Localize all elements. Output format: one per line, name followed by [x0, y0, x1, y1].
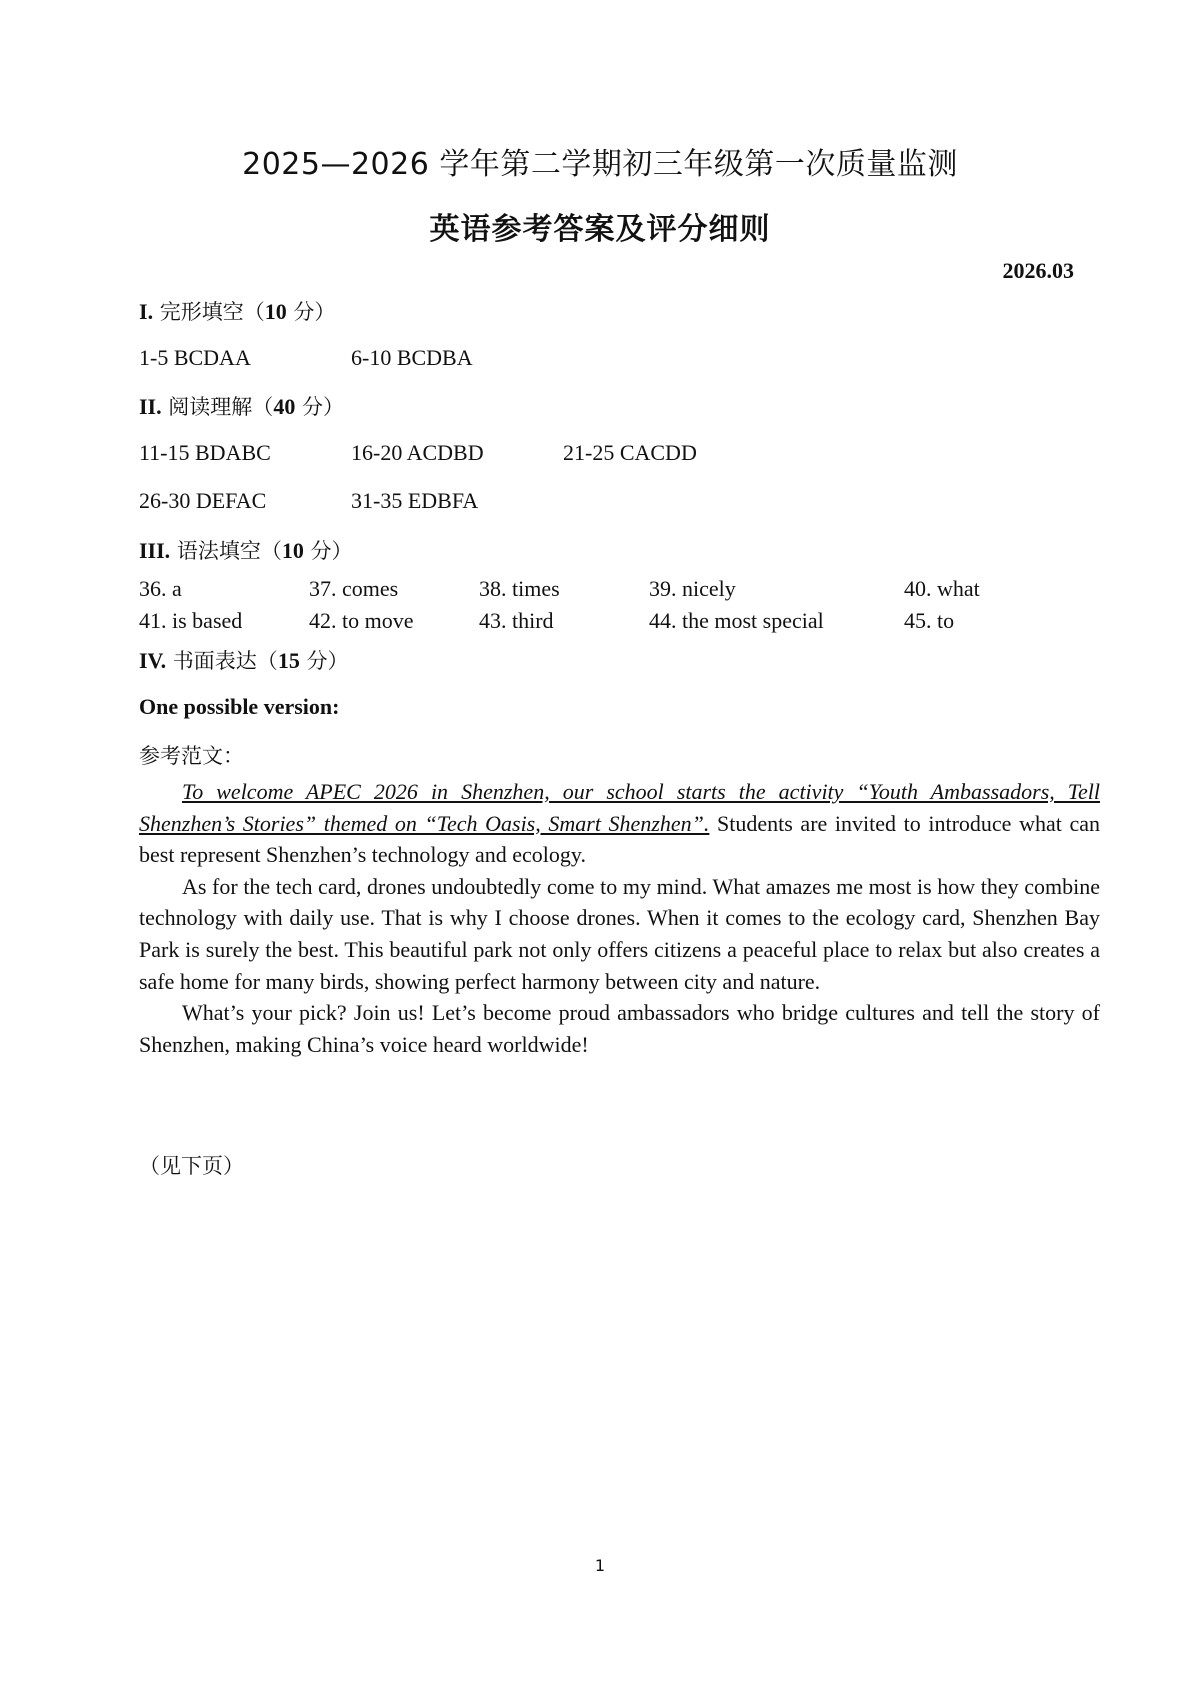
answer-group: 31-35 EDBFA	[351, 488, 479, 513]
page-title: 2025—2026 学年第二学期初三年级第一次质量监测	[242, 147, 958, 182]
section-4-title: 书面表达（	[166, 649, 278, 673]
section-1-title: 完形填空（	[153, 300, 265, 324]
section-4-heading	[139, 645, 349, 675]
section-1-unit: 分）	[286, 300, 336, 324]
page-subtitle: 英语参考答案及评分细则	[429, 212, 771, 247]
essay-paragraph-2: As for the tech card, drones undoubtedly come to my mind. What amazes me most is how they combine technology with daily use. That is why I choose drones. When it comes to the ecology card, Shenzhen Bay Park is surely the best. This beautiful park not only offers citizens a peaceful place to relax but also creates a safe home for many birds, showing perfect harmony between city and nature.	[139, 873, 1100, 994]
essay-intro-underlined: To welcome APEC 2026 in Shenzhen, our school starts the activity “Youth Ambassadors, Tell Shenzhen’s Stories” themed on “Tech Oasis, Smart Shenzhen”.	[139, 779, 1100, 836]
answer-item: 39. nicely	[649, 576, 736, 601]
essay-paragraph-3: What’s your pick? Join us! Let’s become proud ambassadors who bridge cultures and tell the story of Shenzhen, making China’s voice heard worldwide!	[139, 1000, 1100, 1057]
answer-group: 11-15 BDABC	[139, 440, 271, 465]
answer-item: 38. times	[479, 576, 560, 601]
sample-essay-label: 参考范文：	[139, 744, 244, 768]
section-2-unit: 分）	[295, 395, 344, 419]
answer-item: 40. what	[904, 576, 980, 601]
essay-intro-rest: Students are invited to introduce what can best represent Shenzhen’s technology and ecology.	[139, 810, 1100, 868]
answer-item: 37. comes	[309, 576, 399, 601]
answer-group: 1-5 BCDAA	[139, 345, 251, 370]
answer-item: 42. to move	[309, 608, 414, 633]
sample-essay	[139, 776, 1100, 1060]
answer-item: 43. third	[479, 608, 554, 633]
section-2-title: 阅读理解（	[161, 395, 274, 419]
section-4-points: 15	[277, 648, 300, 673]
section-3-points: 10	[281, 538, 304, 563]
answer-group: 26-30 DEFAC	[139, 488, 267, 513]
section-2-points: 40	[273, 394, 296, 419]
answer-group: 21-25 CACDD	[563, 440, 697, 465]
answer-item: 45. to	[904, 608, 955, 633]
answer-item: 41. is based	[139, 608, 243, 633]
answer-item: 36. a	[139, 576, 182, 601]
section-4-numeral: IV.	[139, 648, 167, 673]
section-2-heading	[139, 391, 344, 421]
section-3-numeral: III.	[139, 538, 171, 563]
answer-group: 6-10 BCDBA	[351, 345, 473, 370]
section-1-points: 10	[264, 299, 287, 324]
section-3-heading	[139, 535, 353, 565]
see-next-page-note: （见下页）	[139, 1154, 244, 1178]
version-label: One possible version:	[139, 694, 340, 719]
answer-group: 16-20 ACDBD	[351, 440, 484, 465]
section-2-numeral: II.	[139, 394, 162, 419]
page-number: 1	[594, 1556, 606, 1575]
section-4-unit: 分）	[299, 649, 349, 673]
section-3-unit: 分）	[303, 539, 353, 563]
section-1-punct: .	[147, 299, 154, 324]
essay-paragraph-1	[139, 776, 1100, 871]
section-3-title: 语法填空（	[170, 539, 282, 563]
answer-item: 44. the most special	[649, 608, 824, 633]
date-label: 2026.03	[1002, 258, 1074, 283]
section-1-numeral: I	[139, 299, 148, 324]
section-1-heading	[139, 296, 335, 326]
